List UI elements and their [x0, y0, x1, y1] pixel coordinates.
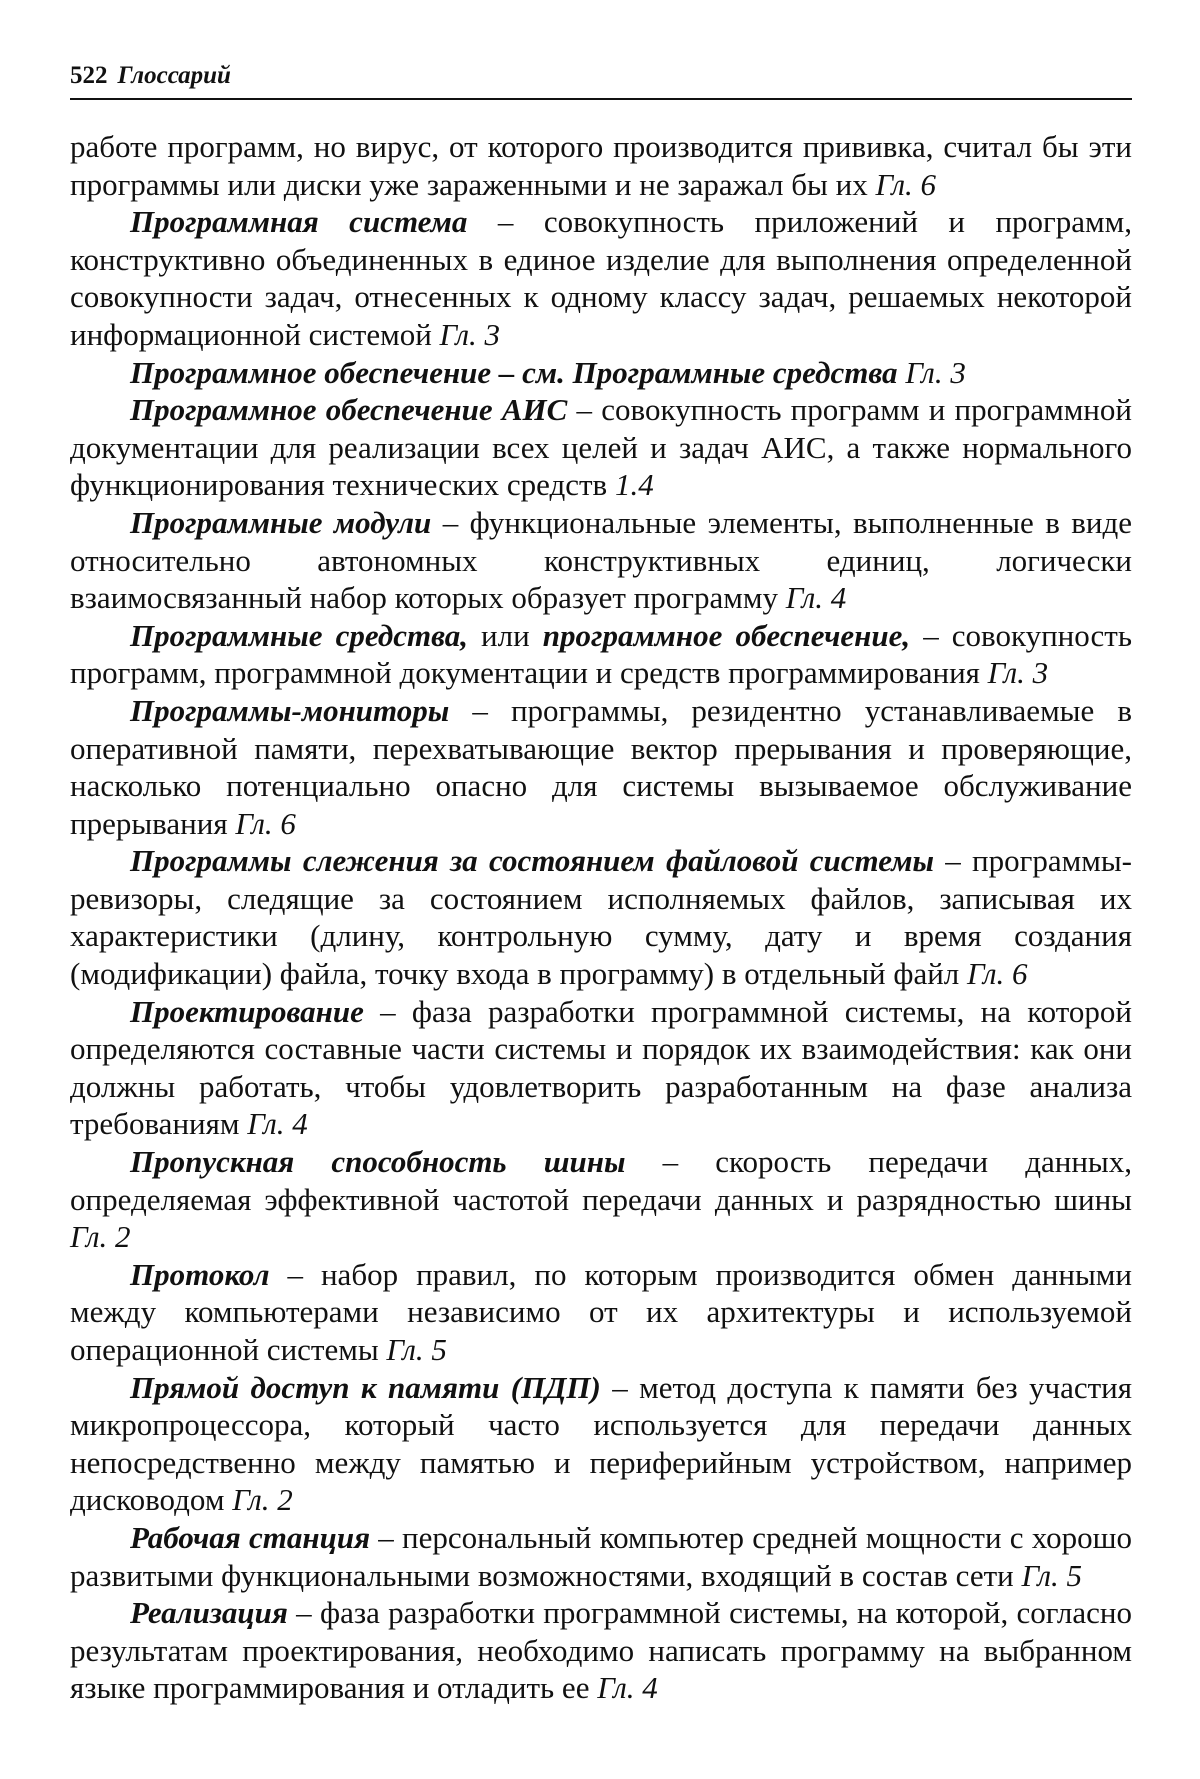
- glossary-definition: – совокупность приложений и программ, конструктивно объединенных в единое изделие для выполнения определенной совокупности задач, отнесенных к одному классу задач, решаемых некоторой информационной системой: [70, 204, 1132, 352]
- glossary-entry: [70, 203, 1132, 353]
- chapter-ref: Гл. 4: [247, 1106, 308, 1142]
- glossary-entry: [70, 1594, 1132, 1707]
- glossary-term: Программное обеспечение – см. Программные средства: [130, 354, 898, 390]
- page: [70, 62, 1132, 1707]
- glossary-entry: [70, 1369, 1132, 1519]
- chapter-ref: Гл. 5: [1021, 1557, 1082, 1593]
- glossary-term: Программы-мониторы: [130, 692, 450, 728]
- page-number: 522: [70, 62, 108, 89]
- chapter-ref: Гл. 6: [967, 956, 1028, 992]
- glossary-definition: – совокупность программ и программной документации для реализации всех целей и задач АИС, а также нормального функционирования технических средств: [70, 392, 1132, 503]
- chapter-ref: Гл. 3: [987, 655, 1049, 691]
- glossary-definition: – программы, резидентно устанавливаемые в оперативной памяти, перехватывающие вектор прерывания и проверяющие, насколько потенциально опасно для системы вызываемое обслуживание прерывания: [70, 692, 1132, 841]
- chapter-ref: Гл. 5: [386, 1332, 447, 1367]
- glossary-term: Проектирование: [130, 993, 364, 1029]
- page-header: [70, 62, 1132, 100]
- glossary-term: Протокол: [130, 1256, 270, 1292]
- glossary-definition: – скорость передачи данных, определяемая эффективной частотой передачи данных и разрядностью шины: [70, 1144, 1132, 1217]
- glossary-definition: – совокупность программ, программной документации и средств программирования: [70, 617, 1132, 691]
- continuation-text: работе программ, но вирус, от которого производится прививка, считал бы эти программы или диски уже зараженными и не заражал бы их: [70, 129, 1132, 202]
- glossary-term: Программы слежения за состоянием файловой системы: [130, 843, 934, 879]
- glossary-definition: – набор правил, по которым производится обмен данными между компьютерами независимо от их архитектуры и используемой операционной системы: [70, 1256, 1132, 1367]
- glossary-definition: – метод доступа к памяти без участия микропроцессора, который часто используется для передачи данных непосредственно между памятью и периферийным устройством, например дисководом: [70, 1369, 1132, 1518]
- glossary-entry: [70, 692, 1132, 842]
- glossary-definition: – фаза разработки программной системы, на которой, согласно результатам проектирования, необходимо написать программу на выбранном языке программирования и отладить ее: [70, 1595, 1132, 1706]
- glossary-definition: – функциональные элементы, выполненные в виде относительно автономных конструктивных единиц, логически взаимосвязанный набор которых образует программу: [70, 504, 1132, 616]
- section-title: Глоссарий: [117, 62, 231, 89]
- chapter-ref: Гл. 4: [597, 1670, 658, 1706]
- glossary-term: Реализация: [130, 1595, 288, 1631]
- glossary-term: Программные средства,: [130, 617, 468, 653]
- glossary-definition: – программы-ревизоры, следящие за состоянием исполняемых файлов, записывая их характеристики (длину, контрольную сумму, дату и время создания (модификации) файла, точку входа в программу) в отдельный файл: [70, 843, 1133, 992]
- glossary-entry: [70, 1143, 1132, 1256]
- glossary-entry: [70, 993, 1132, 1143]
- glossary-entry: [70, 504, 1132, 617]
- glossary-entry: [70, 1256, 1132, 1369]
- glossary-definition: – фаза разработки программной системы, на которой определяются составные части системы и порядок их взаимодействия: как они должны работать, чтобы удовлетворить разработанным на фазе анализа требованиям: [70, 993, 1132, 1142]
- glossary-term-alt: программное обеспечение,: [542, 617, 911, 653]
- glossary-entry: [70, 842, 1132, 992]
- chapter-ref: Гл. 2: [232, 1482, 293, 1518]
- glossary-connector: или: [467, 617, 543, 653]
- glossary-term: Рабочая станция: [130, 1519, 371, 1555]
- chapter-ref: Гл. 6: [875, 166, 936, 202]
- glossary-entry: [70, 617, 1132, 692]
- chapter-ref: Гл. 3: [439, 316, 501, 352]
- glossary-entry: [70, 1519, 1132, 1594]
- glossary-term: Программное обеспечение АИС: [130, 392, 568, 428]
- glossary-body: [70, 128, 1132, 1707]
- glossary-term: Пропускная способность шины: [130, 1144, 626, 1180]
- continuation-entry: [70, 128, 1132, 203]
- glossary-term: Прямой доступ к памяти (ПДП): [130, 1369, 601, 1405]
- chapter-ref: Гл. 6: [235, 805, 296, 841]
- glossary-term: Программные модули: [130, 504, 432, 540]
- glossary-entry: [70, 391, 1132, 504]
- glossary-definition: – персональный компьютер средней мощности с хорошо развитыми функциональными возможностями, входящий в состав сети: [70, 1519, 1132, 1593]
- glossary-entry: [70, 354, 1132, 392]
- chapter-ref: Гл. 2: [70, 1219, 131, 1255]
- glossary-term: Программная система: [130, 204, 468, 240]
- chapter-ref: 1.4: [614, 467, 654, 503]
- chapter-ref: Гл. 4: [785, 580, 847, 616]
- chapter-ref: Гл. 3: [905, 354, 966, 390]
